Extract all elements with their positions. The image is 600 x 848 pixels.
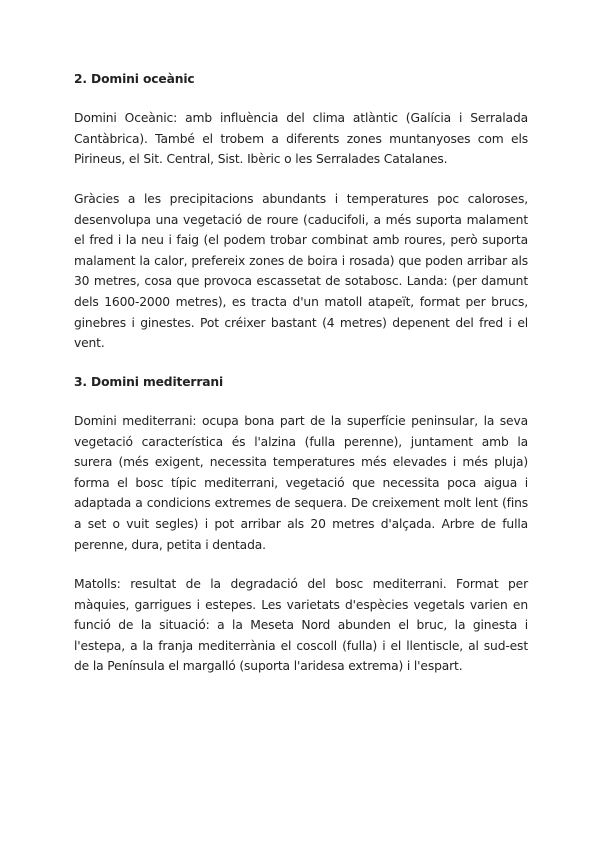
paragraph-mediterranean-shrubs: Matolls: resultat de la degradació del bosc mediterrani. Format per màquies, garrigues i estepes. Les varietats d'espècies vegetals varien en funció de la situació: a la Meseta Nord abunden el bruc, la ginesta i l'estepa, a la franja mediterrània el coscoll (fulla) i el llentiscle, al sud-est de la Península el margalló (suporta l'aridesa extrema) i l'espart. bbox=[74, 577, 528, 674]
paragraph-mediterranean-intro: Domini mediterrani: ocupa bona part de la superfície peninsular, la seva vegetació característica és l'alzina (fulla perenne), juntament amb la surera (més exigent, necessita temperatures més elevades i més pluja) forma el bosc típic mediterrani, vegetació que necessita poca aigua i adaptada a condicions extremes de sequera. De creixement molt lent (fins a set o vuit segles) i pot arribar als 20 metres d'alçada. Arbre de fulla perenne, dura, petita i dentada. bbox=[74, 414, 528, 552]
paragraph-oceanic-intro: Domini Oceànic: amb influència del clima atlàntic (Galícia i Serralada Cantàbrica). També el trobem a diferents zones muntanyoses com els Pirineus, el Sit. Central, Sist. Ibèric o les Serralades Catalanes. bbox=[74, 111, 528, 167]
section-heading-mediterranean: 3. Domini mediterrani bbox=[74, 375, 224, 389]
section-heading-oceanic: 2. Domini oceànic bbox=[74, 72, 195, 86]
paragraph-oceanic-vegetation: Gràcies a les precipitacions abundants i temperatures poc caloroses, desenvolupa una vegetació de roure (caducifoli, a més suporta malament el fred i la neu i faig (el podem trobar combinat amb roures, però suporta malament la calor, prefereix zones de boira i rosada) que poden arribar als 30 metres, cosa que provoca escassetat de sotabosc. Landa: (per damunt dels 1600-2000 metres), es tracta d'un matoll atapeït, format per brucs, ginebres i ginestes. Pot créixer bastant (4 metres) depenent del fred i el vent. bbox=[74, 192, 528, 351]
